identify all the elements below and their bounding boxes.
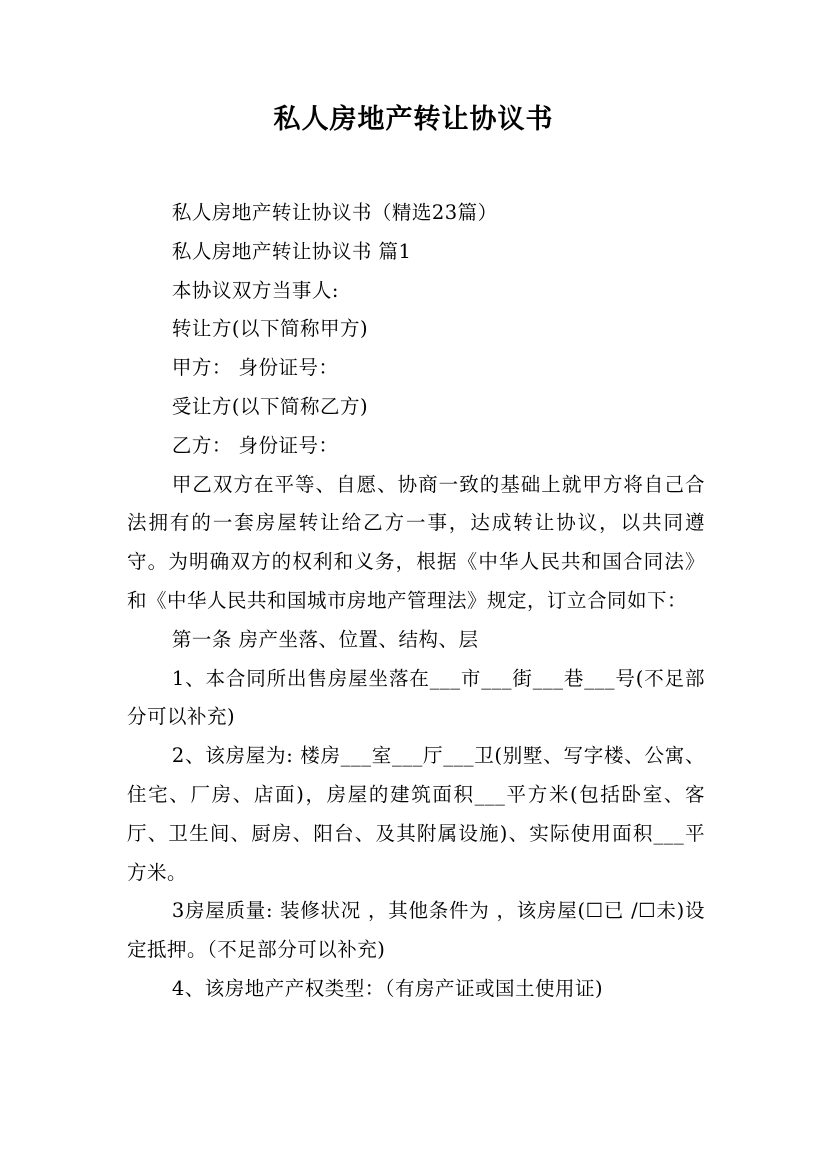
paragraph-article-heading: 私人房地产转让协议书 篇1	[171, 239, 412, 263]
paragraph-item-house-type: 2、该房屋为: 楼房___室___厅___卫(别墅、写字楼、公寓、住宅、厂房、店面)，房屋的建筑面积___平方米(包括卧室、客厅、卫生间、厨房、阳台、及其附属设施)、实际使用面积___平方米。	[127, 744, 705, 884]
paragraph-item-quality: 3房屋质量: 装修状况 ，其他条件为 ，该房屋(☐已 /☐未)设定抵押。（不足部分可以补充)	[127, 899, 705, 962]
paragraph-item-location: 1、本合同所出售房屋坐落在___市___街___巷___号(不足部分可以补充)	[127, 666, 705, 729]
paragraph-selection-note: 私人房地产转让协议书（精选23篇）	[171, 201, 498, 224]
paragraph-item-property-right: 4、该房地产产权类型：（有房产证或国土使用证)	[171, 976, 604, 1000]
document-title: 私人房地产转让协议书	[273, 104, 554, 135]
paragraph-party-a-id: 甲方： 身份证号：	[171, 356, 339, 380]
paragraph-transferee: 受让方(以下简称乙方)	[171, 394, 369, 418]
paragraph-party-b-id: 乙方： 身份证号：	[171, 433, 339, 457]
paragraph-preamble: 甲乙双方在平等、自愿、协商一致的基础上就甲方将自己合法拥有的一套房屋转让给乙方一事，达成转让协议，以共同遵守。为明确双方的权利和义务，根据《中华人民共和国合同法》和《中华人民共和国城市房地产管理法》规定，订立合同如下：	[127, 472, 705, 612]
document-body	[127, 194, 705, 1009]
paragraph-transferor: 转让方(以下简称甲方)	[171, 317, 369, 341]
paragraph-parties-intro: 本协议双方当事人:	[171, 278, 339, 302]
paragraph-clause-one-heading: 第一条 房产坐落、位置、结构、层	[171, 627, 479, 651]
